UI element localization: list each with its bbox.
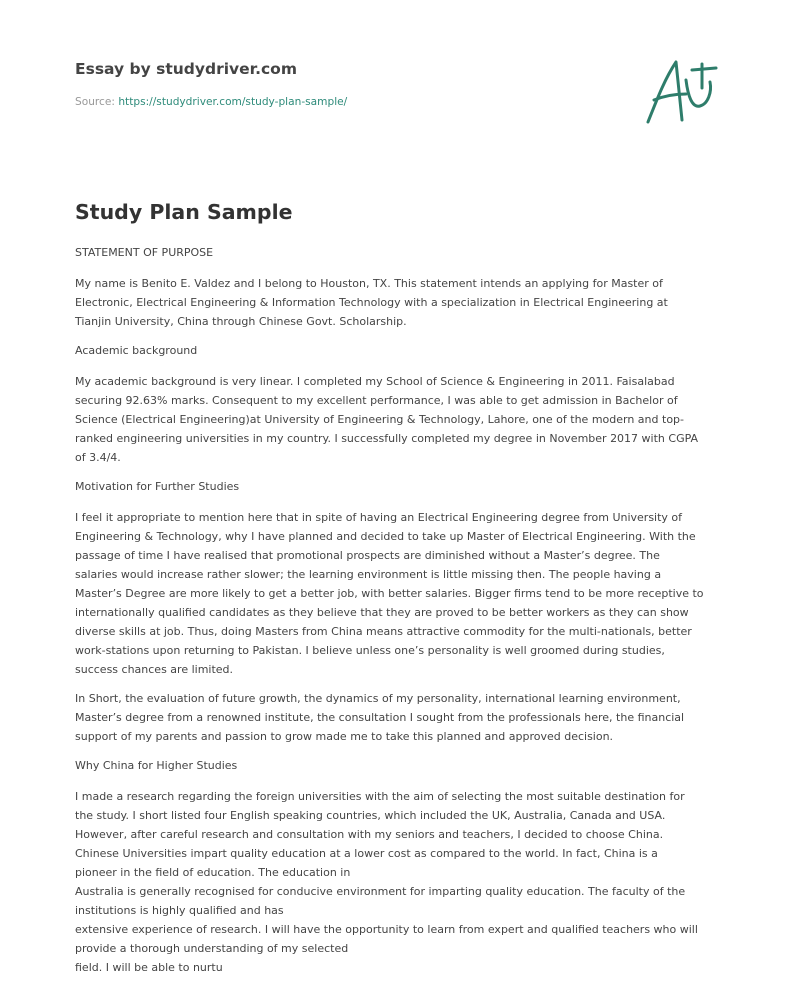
paragraph: In Short, the evaluation of future growth, the dynamics of my personality, international learning environment, Master’s degree from a renowned institute, the consultation I sought from the professionals here, the financial support of my parents and passion to grow made me to take this planned and approved decision. [75, 692, 685, 743]
source-link[interactable]: https://studydriver.com/study-plan-sample/ [118, 96, 348, 108]
paragraph: My name is Benito E. Valdez and I belong to Houston, TX. This statement intends an applying for Master of Electronic, Electrical Engineering & Information Technology with a specialization in Electrical Engineering at Tianjin University, China through Chinese Govt. Scholarship. [75, 277, 668, 328]
section-heading: Motivation for Further Studies [75, 480, 240, 493]
source-line [75, 96, 725, 108]
header [75, 60, 725, 108]
section-heading: Academic background [75, 344, 198, 357]
document-title: Study Plan Sample [75, 200, 293, 224]
paragraph: I feel it appropriate to mention here that in spite of having an Electrical Engineering degree from University of Engineering & Technology, why I have planned and decided to take up Master of Electrical Engineering. With the passage of time I have realised that promotional prospects are diminished without a Master’s degree. The salaries would increase rather slower; the learning environment is little missing then. The people having a Master’s Degree are more likely to get a better job, with better salaries. Bigger firms tend to be more receptive to internationally qualified candidates as they believe that they are proved to be better workers as they can show diverse skills at job. Thus, doing Masters from China means attractive commodity for the multi-nationals, better work-stations upon returning to Pakistan. I believe unless one’s personality is well groomed during studies, success chances are limited. [75, 511, 704, 676]
a-plus-logo-icon [640, 50, 730, 130]
site-title: Essay by studydriver.com [75, 60, 297, 78]
section-heading: Why China for Higher Studies [75, 759, 238, 772]
paragraph: I made a research regarding the foreign universities with the aim of selecting the most suitable destination for the study. I short listed four English speaking countries, which included the UK, Australia, Canada and USA. However, after careful research and consultation with my seniors and teachers, I decided to choose China. Chinese Universities impart quality education at a lower cost as compared to the world. In fact, China is a pioneer in the field of education. The education in Australia is generally recognised for conducive environment for imparting quality education. The faculty of the institutions is highly qualified and has extensive experience of research. I will have the opportunity to learn from expert and qualified teachers who will provide a thorough understanding of my selected field. I will be able to nurtu [75, 790, 698, 974]
source-label: Source: [75, 96, 119, 108]
paragraph: My academic background is very linear. I completed my School of Science & Engineering in 2011. Faisalabad securing 92.63% marks. Consequent to my excellent performance, I was able to get admission in Bachelor of Science (Electrical Engineering)at University of Engineering & Technology, Lahore, one of the modern and top- ranked engineering universities in my country. I successfully completed my degree in November 2017 with CGPA of 3.4/4. [75, 375, 699, 464]
document [75, 200, 725, 987]
section-heading: STATEMENT OF PURPOSE [75, 246, 214, 259]
